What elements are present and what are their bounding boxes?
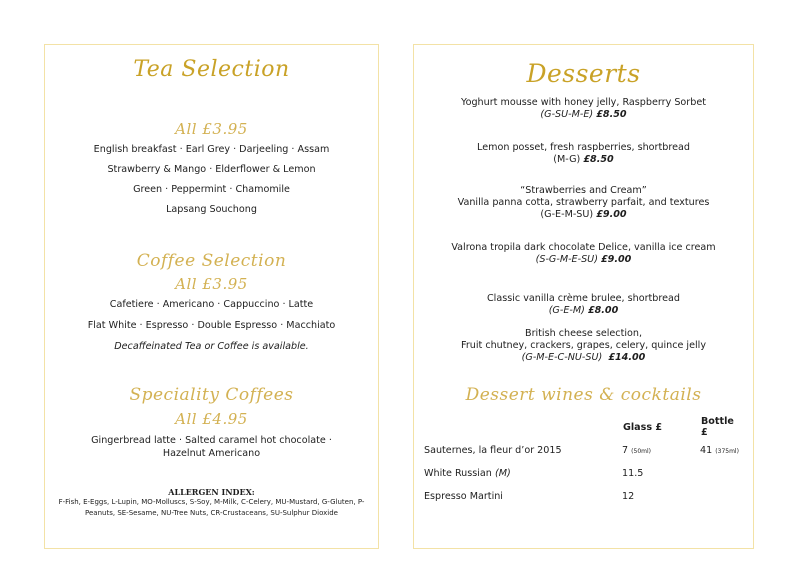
dessert-price: £14.00 — [608, 352, 646, 363]
dessert-allergens: (G-E-M-SU) — [540, 209, 594, 220]
dessert-price: £8.50 — [596, 109, 627, 120]
coffee-selection-title: Coffee Selection — [136, 251, 287, 271]
dessert-name: British cheese selection, — [524, 328, 643, 339]
table-row — [424, 462, 744, 485]
dessert-name: Lemon posset, fresh raspberries, shortbread — [477, 142, 690, 153]
desserts-title: Desserts — [526, 59, 641, 88]
dessert-item — [414, 293, 753, 317]
speciality-line: Gingerbread latte · Salted caramel hot chocolate · — [91, 435, 332, 446]
bottle-price — [700, 485, 744, 508]
glass-size: (50ml) — [631, 448, 651, 455]
wine-name: White Russian — [424, 468, 492, 479]
tea-coffee-panel — [44, 44, 379, 549]
table-row — [424, 485, 744, 508]
bottle-size: (375ml) — [715, 448, 739, 455]
dessert-allergens: (M-G) — [553, 154, 581, 165]
speciality-line: Hazelnut Americano — [162, 448, 261, 459]
dessert-name: Classic vanilla crème brulee, shortbread — [486, 293, 681, 304]
tea-selection-title: Tea Selection — [133, 57, 290, 82]
dessert-item — [414, 142, 753, 166]
bottle-price — [700, 462, 744, 485]
wine-allergen-tag: (M) — [494, 468, 511, 479]
dessert-price: £9.00 — [601, 254, 632, 265]
dessert-allergens: (G-E-M) — [548, 305, 585, 316]
table-row — [424, 439, 744, 462]
dessert-description: Fruit chutney, crackers, grapes, celery, quince jelly — [461, 340, 706, 351]
dessert-item — [414, 185, 753, 221]
dessert-description: Vanilla panna cotta, strawberry parfait, and textures — [457, 197, 710, 208]
dessert-name: Yoghurt mousse with honey jelly, Raspberry Sorbet — [461, 97, 706, 108]
glass-price: 11.5 — [622, 468, 644, 479]
tea-line: Lapsang Souchong — [166, 204, 257, 215]
dessert-item — [414, 328, 753, 364]
decaf-note: Decaffeinated Tea or Coffee is available. — [114, 341, 309, 352]
speciality-price: All £4.95 — [175, 410, 248, 428]
table-header-row — [424, 415, 744, 439]
allergen-index-text: Peanuts, SE-Sesame, NU-Tree Nuts, CR-Crustaceans, SU-Sulphur Dioxide — [85, 509, 338, 517]
coffee-price: All £3.95 — [175, 275, 248, 293]
dessert-allergens: (G-SU-M-E) — [540, 109, 594, 120]
dessert-name: Valrona tropila dark chocolate Delice, vanilla ice cream — [451, 242, 716, 253]
tea-line: Green · Peppermint · Chamomile — [133, 184, 290, 195]
glass-price: 12 — [622, 491, 635, 502]
tea-price: All £3.95 — [175, 120, 248, 138]
dessert-price: £9.00 — [596, 209, 627, 220]
desserts-panel — [413, 44, 754, 549]
wine-name: Sauternes, la fleur d’or 2015 — [424, 445, 562, 456]
coffee-line: Cafetiere · Americano · Cappuccino · Latte — [109, 299, 314, 310]
bottle-header: Bottle £ — [701, 416, 734, 438]
dessert-price: £8.50 — [583, 154, 614, 165]
allergen-index-title: ALLERGEN INDEX: — [168, 487, 255, 497]
dessert-allergens: (S-G-M-E-SU) — [535, 254, 598, 265]
wine-name: Espresso Martini — [424, 491, 503, 502]
dessert-wines-table — [424, 415, 744, 508]
speciality-coffees-title: Speciality Coffees — [129, 385, 294, 405]
tea-line: English breakfast · Earl Grey · Darjeeling · Assam — [93, 144, 330, 155]
glass-price: 7 — [622, 445, 629, 456]
allergen-index-text: F-Fish, E-Eggs, L-Lupin, MO-Molluscs, S-Soy, M-Milk, C-Celery, MU-Mustard, G-Gluten, P- — [58, 498, 365, 506]
glass-header: Glass £ — [623, 421, 663, 433]
dessert-item — [414, 97, 753, 121]
dessert-wines-title: Dessert wines & cocktails — [465, 385, 702, 405]
coffee-line: Flat White · Espresso · Double Espresso · Macchiato — [87, 320, 336, 331]
dessert-price: £8.00 — [587, 305, 619, 316]
dessert-allergens: (G-M-E-C-NU-SU) — [521, 352, 603, 363]
dessert-name: “Strawberries and Cream” — [520, 185, 647, 196]
dessert-item — [414, 242, 753, 266]
bottle-price: 41 — [700, 445, 713, 456]
tea-line: Strawberry & Mango · Elderflower & Lemon — [107, 164, 316, 175]
